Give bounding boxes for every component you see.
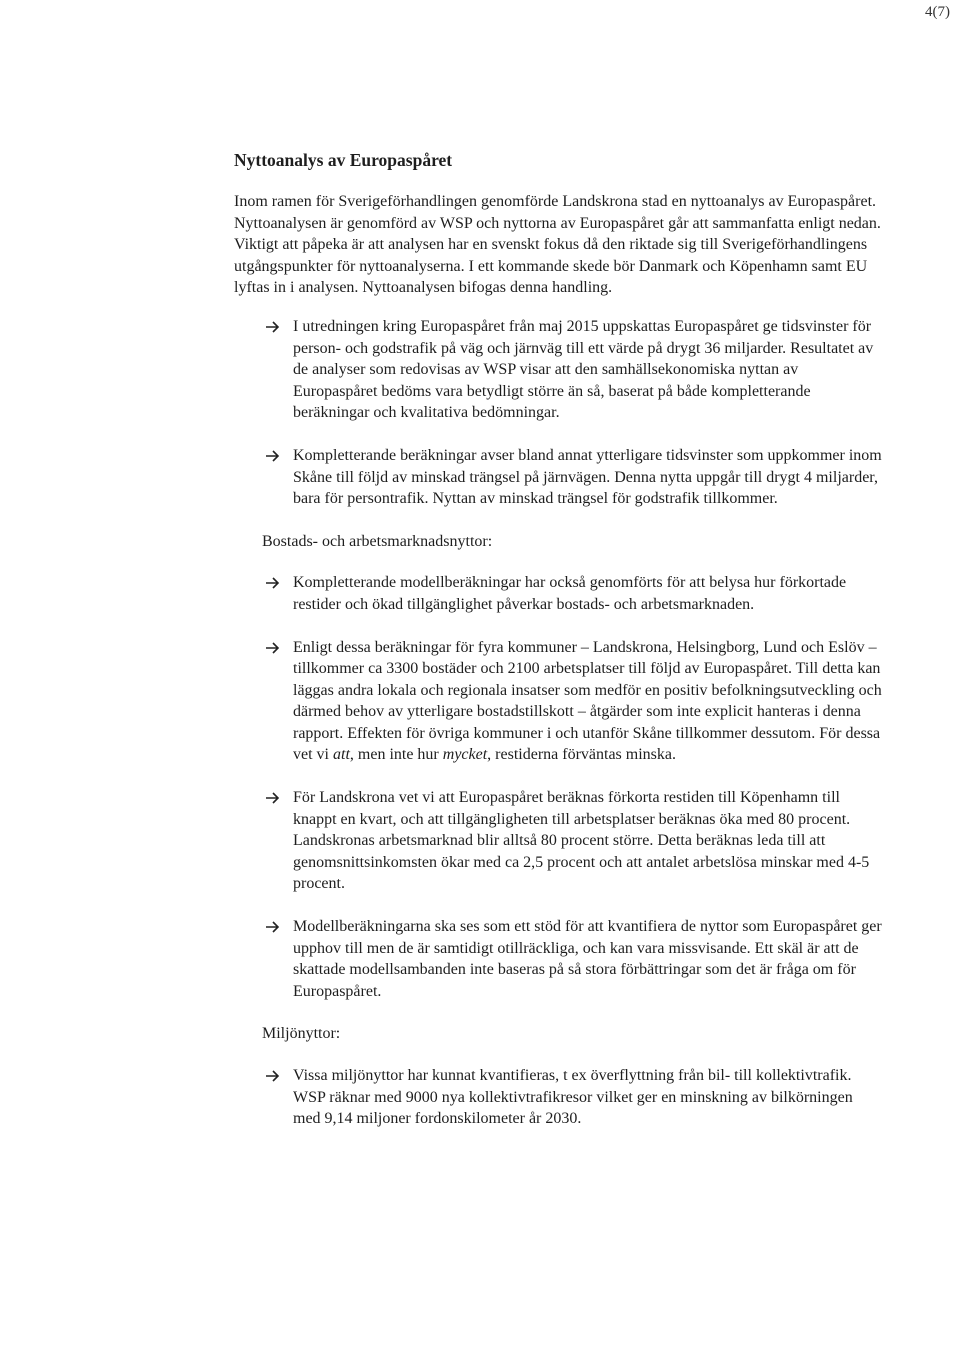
intro-paragraph: Inom ramen för Sverigeförhandlingen genomförde Landskrona stad en nyttoanalys av Europaspåret. Nyttoanalysen är genomförd av WSP och nyttorna av Europaspåret går att sammanfatta enligt nedan. Viktigt att påpeka är att analysen har en svenskt fokus då den riktade sig till Sverigeförhandlingens utgångspunkter för nyttoanalyserna. I ett kommande skede bör Danmark och Köpenhamn samt EU lyftas in i analysen. Nyttoanalysen bifogas denna handling. — [234, 193, 881, 297]
bullet-item — [234, 787, 884, 895]
bullet-text-part: , restiderna förväntas minska. — [487, 746, 676, 764]
bullet-text: För Landskrona vet vi att Europaspåret beräknas förkorta restiden till Köpenhamn till knappt en kvart, och att tillgängligheten till arbetsplatser beräknas öka med 80 procent. Landskronas arbetsmarknad blir alltså 80 procent större. Detta beräknas leda till att genomsnittsinkomsten ökar med ca 2,5 procent och att antalet arbetslösa minskar med 4-5 procent. — [293, 789, 870, 893]
bullet-text-part: , men inte hur — [349, 746, 439, 764]
bullet-text: I utredningen kring Europaspåret från maj 2015 uppskattas Europaspåret ge tidsvinster för person- och godstrafik på väg och järnväg till ett värde på drygt 36 miljarder. Resultatet av de analyser som redovisas av WSP visar att den samhällsekonomiska nyttan av Europaspåret bedöms vara betydligt större än så, baserat på både kompletterande beräkningar och kvalitativa bedömningar. — [293, 317, 874, 422]
bullet-item — [234, 637, 884, 767]
page-number: 4(7) — [925, 4, 950, 20]
arrow-right-icon — [264, 318, 282, 336]
arrow-right-icon — [264, 1067, 282, 1085]
subheading-environment: Miljönyttor: — [262, 1025, 341, 1043]
bullet-text: Kompletterande beräkningar avser bland annat ytterligare tidsvinster som uppkommer inom Skåne till följd av minskad trängsel på järnvägen. Denna nytta uppgår till drygt 4 miljarder, bara för persontrafik. Nyttan av minskad trängsel för godstrafik tillkommer. — [293, 446, 882, 508]
bullet-item — [234, 445, 884, 510]
emphasis-att: att — [333, 746, 350, 764]
document-body — [234, 150, 884, 1151]
emphasis-mycket: mycket — [442, 746, 488, 764]
bullet-item — [234, 916, 884, 1002]
section-heading: Nyttoanalys av Europaspåret — [234, 150, 453, 170]
arrow-right-icon — [264, 639, 282, 657]
subheading-housing: Bostads- och arbetsmarknadsnyttor: — [262, 532, 493, 550]
arrow-right-icon — [264, 447, 282, 465]
arrow-right-icon — [264, 574, 282, 592]
bullet-item — [234, 572, 884, 615]
bullet-item — [234, 1065, 884, 1130]
arrow-right-icon — [264, 789, 282, 807]
bullet-text — [293, 639, 882, 764]
arrow-right-icon — [264, 918, 282, 936]
bullet-text: Kompletterande modellberäkningar har också genomförts för att belysa hur förkortade restider och ökad tillgänglighet påverkar bostads- och arbetsmarknaden. — [293, 574, 847, 613]
bullet-text: Modellberäkningarna ska ses som ett stöd för att kvantifiera de nyttor som Europaspåret ger upphov till men de är samtidigt otillräckliga, och kan vara missvisande. Ett skäl är att de skattade modellsambanden inte baseras på så stora förbättringar som det är fråga om för Europaspåret. — [293, 918, 882, 1000]
bullet-text: Vissa miljönyttor har kunnat kvantifieras, t ex överflyttning från bil- till kollektivtrafik. WSP räknar med 9000 nya kollektivtrafikresor vilket ger en minskning av bilkörningen med 9,14 miljoner fordonskilometer år 2030. — [293, 1067, 853, 1128]
bullet-text-part: Enligt dessa beräkningar för fyra kommuner – Landskrona, Helsingborg, Lund och Eslöv – tillkommer ca 3300 bostäder och 2100 arbetsplatser till följd av Europaspåret. Till detta kan läggas andra lokala och regionala insatser som medför en positiv befolkningsutveckling och därmed behov av ytterligare bostadstillskott – åtgärder som inte explicit hanteras i denna rapport. Effekten för övriga kommuner i och utanför Skåne tillkommer dessutom. För dessa vet vi — [293, 638, 882, 764]
bullet-item — [234, 316, 884, 424]
